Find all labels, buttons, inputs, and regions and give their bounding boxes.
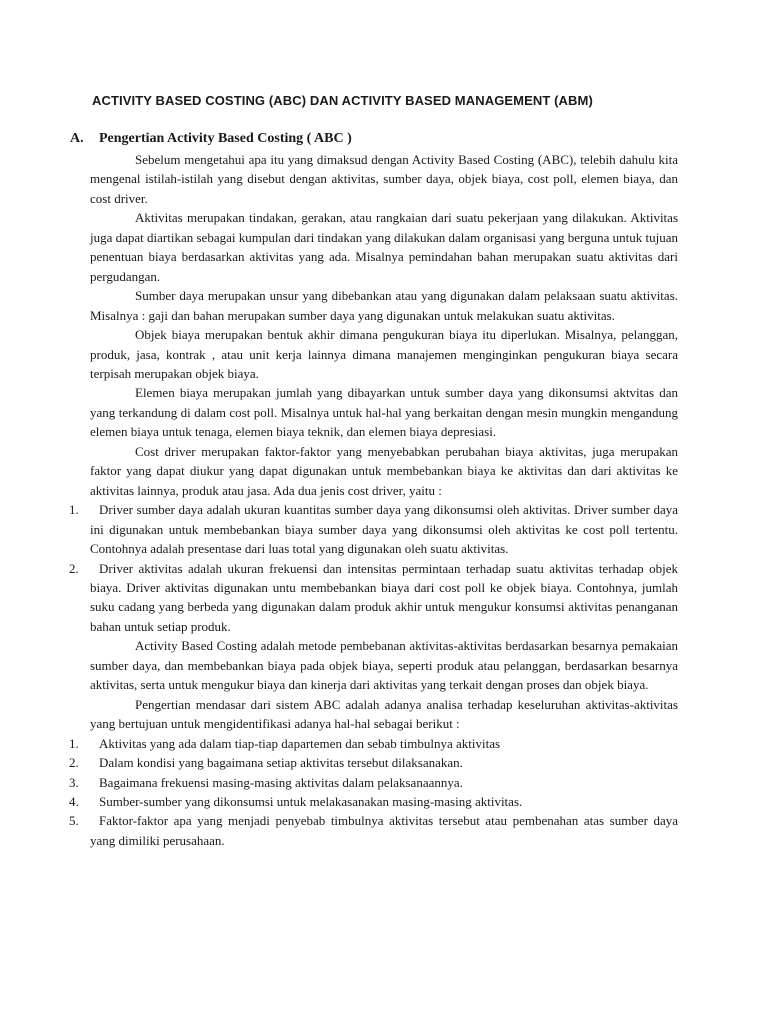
list-item-text: Aktivitas yang ada dalam tiap-tiap dapartemen dan sebab timbulnya aktivitas <box>99 735 501 751</box>
paragraph: Pengertian mendasar dari sistem ABC adalah adanya analisa terhadap keseluruhan aktivitas-aktivitas yang bertujuan untuk mengidentifikasi adanya hal-hal sebagai berikut : <box>90 696 678 732</box>
list-item-text: Faktor-faktor apa yang menjadi penyebab timbulnya aktivitas tersebut atau pembenahan atas sumber daya yang dimiliki perusahaan. <box>90 813 678 848</box>
list-item-text: Driver sumber daya adalah ukuran kuantitas sumber daya yang dikonsumsi oleh aktivitas. Driver sumber daya ini digunakan untuk membebankan biaya sumber daya yang dikonsumsi oleh aktivitas ke cost poll tertentu. Contohnya adalah presentase dari luas total yang digunakan oleh suatu aktivitas. <box>90 502 678 557</box>
list-number: 5. <box>69 813 79 829</box>
list-item-text: Driver aktivitas adalah ukuran frekuensi dan intensitas permintaan terhadap suatu aktivitas terhadap objek biaya. Driver aktivitas digunakan untu membebankan biaya dari cost poll ke objek biaya. Contohnya, jumlah suku cadang yang berbeda yang digunakan dalam produk akhir untuk mengukur konsumsi aktivitas penanganan bahan untuk setiap produk. <box>90 560 678 634</box>
section-heading <box>70 131 352 147</box>
list-number: 3. <box>69 774 79 790</box>
document-title: ACTIVITY BASED COSTING (ABC) DAN ACTIVITY BASED MANAGEMENT (ABM) <box>92 93 593 108</box>
paragraph: Elemen biaya merupakan jumlah yang dibayarkan untuk sumber daya yang dikonsumsi aktvitas dan yang terkandung di dalam cost poll. Misalnya untuk hal-hal yang berkaitan dengan mesin mungkin mengandung elemen biaya untuk tenaga, elemen biaya teknik, dan elemen biaya depresiasi. <box>90 385 678 440</box>
document-body <box>0 150 768 850</box>
list-number: 1. <box>69 735 79 751</box>
list-item <box>69 792 678 811</box>
list-item <box>69 500 678 558</box>
list-item <box>69 559 678 637</box>
list-number: 2. <box>69 560 79 576</box>
paragraph: Aktivitas merupakan tindakan, gerakan, atau rangkaian dari suatu pekerjaan yang dilakukan. Aktivitas juga dapat diartikan sebagai kumpulan dari tindakan yang dilakukan dalam organisasi yang berguna untuk tujuan penentuan biaya berdasarkan aktivitas yang ada. Misalnya pemindahan bahan merupakan suatu aktivitas dari pergudangan. <box>90 210 678 284</box>
section-heading-text: Pengertian Activity Based Costing ( ABC ) <box>99 131 352 146</box>
paragraph: Activity Based Costing adalah metode pembebanan aktivitas-aktivitas berdasarkan besarnya pemakaian sumber daya, dan membebankan biaya pada objek biaya, seperti produk atau pelanggan, berdasarkan besarnya aktivitas, serta untuk mengukur biaya dan kinerja dari aktivitas yang terkait dengan proses dan objek biaya. <box>90 638 678 693</box>
paragraph: Sumber daya merupakan unsur yang dibebankan atau yang digunakan dalam pelaksaan suatu aktivitas. Misalnya : gaji dan bahan merupakan sumber daya yang digunakan untuk melakukan suatu aktivitas. <box>90 288 678 323</box>
list-item <box>69 734 678 753</box>
paragraph: Objek biaya merupakan bentuk akhir dimana pengukuran biaya itu diperlukan. Misalnya, pelanggan, produk, jasa, kontrak , atau unit kerja lainnya dimana manajemen menginginkan pengukuran biaya secara terpisah merupakan objek biaya. <box>90 327 678 381</box>
identification-list <box>0 734 768 851</box>
list-item <box>69 811 678 850</box>
paragraph: Sebelum mengetahui apa itu yang dimaksud dengan Activity Based Costing (ABC), telebih dahulu kita mengenal istilah-istilah yang disebut dengan aktivitas, sumber daya, objek biaya, cost poll, elemen biaya, dan cost driver. <box>90 152 678 206</box>
list-number: 2. <box>69 755 79 771</box>
list-number: 1. <box>69 502 79 518</box>
list-item <box>69 773 678 792</box>
paragraph: Cost driver merupakan faktor-faktor yang menyebabkan perubahan biaya aktivitas, juga merupakan faktor yang dapat diukur yang dapat digunakan untuk membebankan biaya ke aktivitas dan dari aktivitas ke aktivitas lainnya, produk atau jasa. Ada dua jenis cost driver, yaitu : <box>90 443 678 498</box>
list-number: 4. <box>69 793 79 809</box>
list-item-text: Dalam kondisi yang bagaimana setiap aktivitas tersebut dilaksanakan. <box>99 755 463 771</box>
list-item <box>69 753 678 772</box>
list-item-text: Sumber-sumber yang dikonsumsi untuk melakasanakan masing-masing aktivitas. <box>99 793 523 809</box>
section-letter: A. <box>70 131 84 146</box>
list-item-text: Bagaimana frekuensi masing-masing aktivitas dalam pelaksanaannya. <box>99 774 463 790</box>
cost-driver-list <box>0 500 768 636</box>
